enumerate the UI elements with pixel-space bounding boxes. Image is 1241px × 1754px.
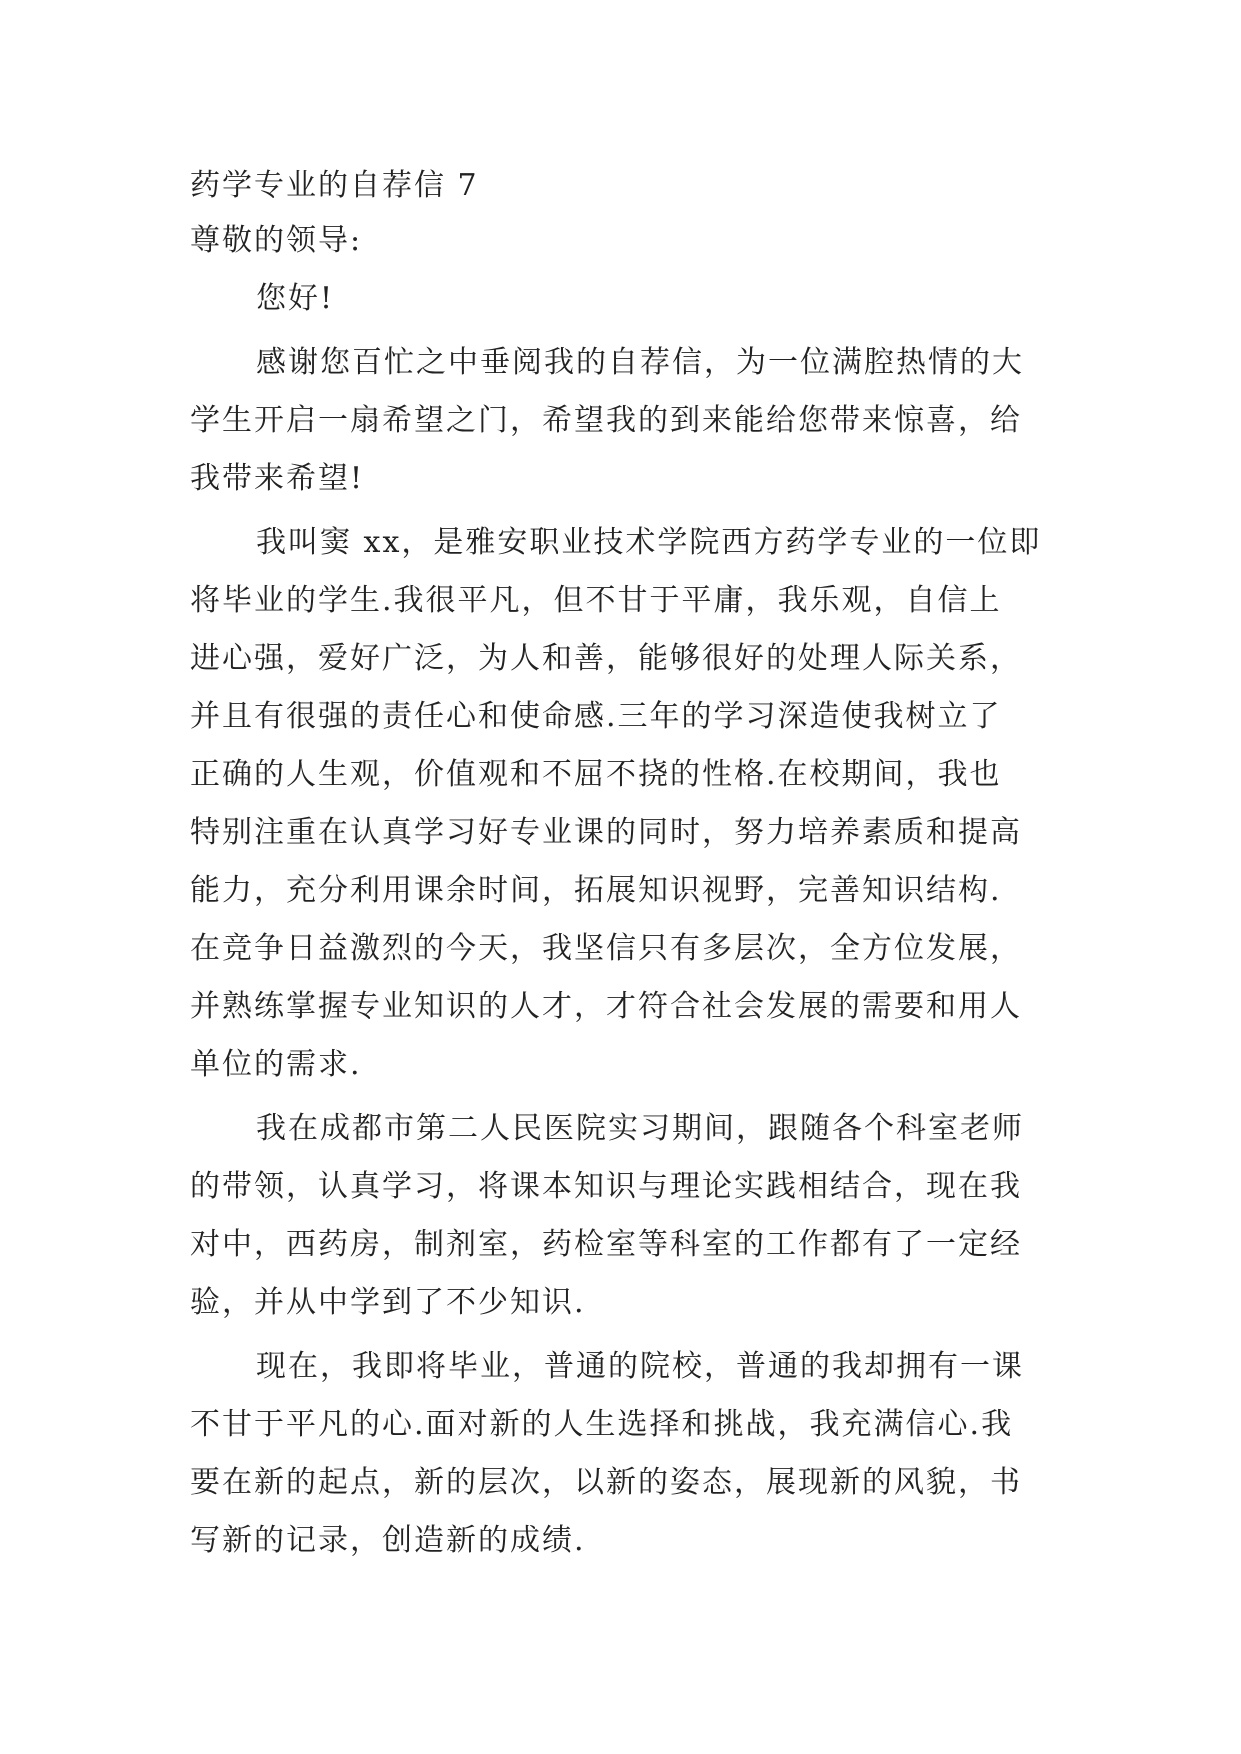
paragraph-line: 正确的人生观，价值观和不屈不挠的性格.在校期间，我也: [190, 757, 1002, 792]
paragraph-line: 并熟练掌握专业知识的人才，才符合社会发展的需要和用人: [190, 989, 1022, 1024]
greeting: 您好!: [256, 281, 335, 316]
paragraph-line: 现在，我即将毕业，普通的院校，普通的我却拥有一课: [256, 1349, 1024, 1384]
paragraph-thanks: [190, 334, 1050, 508]
paragraph-line: 我叫窦 xx，是雅安职业技术学院西方药学专业的一位即: [256, 525, 1042, 560]
paragraph-internship: [190, 1100, 1050, 1332]
document-title: 药学专业的自荐信 7: [190, 168, 479, 203]
paragraph-closing: [190, 1338, 1050, 1570]
paragraph-line: 要在新的起点，新的层次，以新的姿态，展现新的风貌，书: [190, 1465, 1022, 1500]
paragraph-line: 写新的记录，创造新的成绩.: [190, 1523, 586, 1558]
paragraph-introduction: [190, 514, 1050, 1094]
paragraph-line: 感谢您百忙之中垂阅我的自荐信，为一位满腔热情的大: [256, 345, 1024, 380]
paragraph-line: 验，并从中学到了不少知识.: [190, 1285, 586, 1320]
paragraph-line: 不甘于平凡的心.面对新的人生选择和挑战，我充满信心.我: [190, 1407, 1014, 1442]
paragraph-line: 学生开启一扇希望之门，希望我的到来能给您带来惊喜，给: [190, 403, 1022, 438]
paragraph-line: 进心强，爱好广泛，为人和善，能够很好的处理人际关系，: [190, 641, 1022, 676]
paragraph-line: 特别注重在认真学习好专业课的同时，努力培养素质和提高: [190, 815, 1022, 850]
paragraph-line: 我在成都市第二人民医院实习期间，跟随各个科室老师: [256, 1111, 1024, 1146]
paragraph-line: 能力，充分利用课余时间，拓展知识视野，完善知识结构.: [190, 873, 1002, 908]
paragraph-line: 在竞争日益激烈的今天，我坚信只有多层次，全方位发展，: [190, 931, 1022, 966]
paragraph-line: 单位的需求.: [190, 1047, 362, 1082]
paragraph-line: 的带领，认真学习，将课本知识与理论实践相结合，现在我: [190, 1169, 1022, 1204]
paragraph-line: 我带来希望!: [190, 461, 365, 496]
paragraph-line: 并且有很强的责任心和使命感.三年的学习深造使我树立了: [190, 699, 1002, 734]
paragraph-line: 将毕业的学生.我很平凡，但不甘于平庸，我乐观，自信上: [190, 583, 1002, 618]
document-body: [190, 160, 1050, 1570]
paragraph-line: 对中，西药房，制剂室，药检室等科室的工作都有了一定经: [190, 1227, 1022, 1262]
salutation: 尊敬的领导:: [190, 223, 363, 258]
